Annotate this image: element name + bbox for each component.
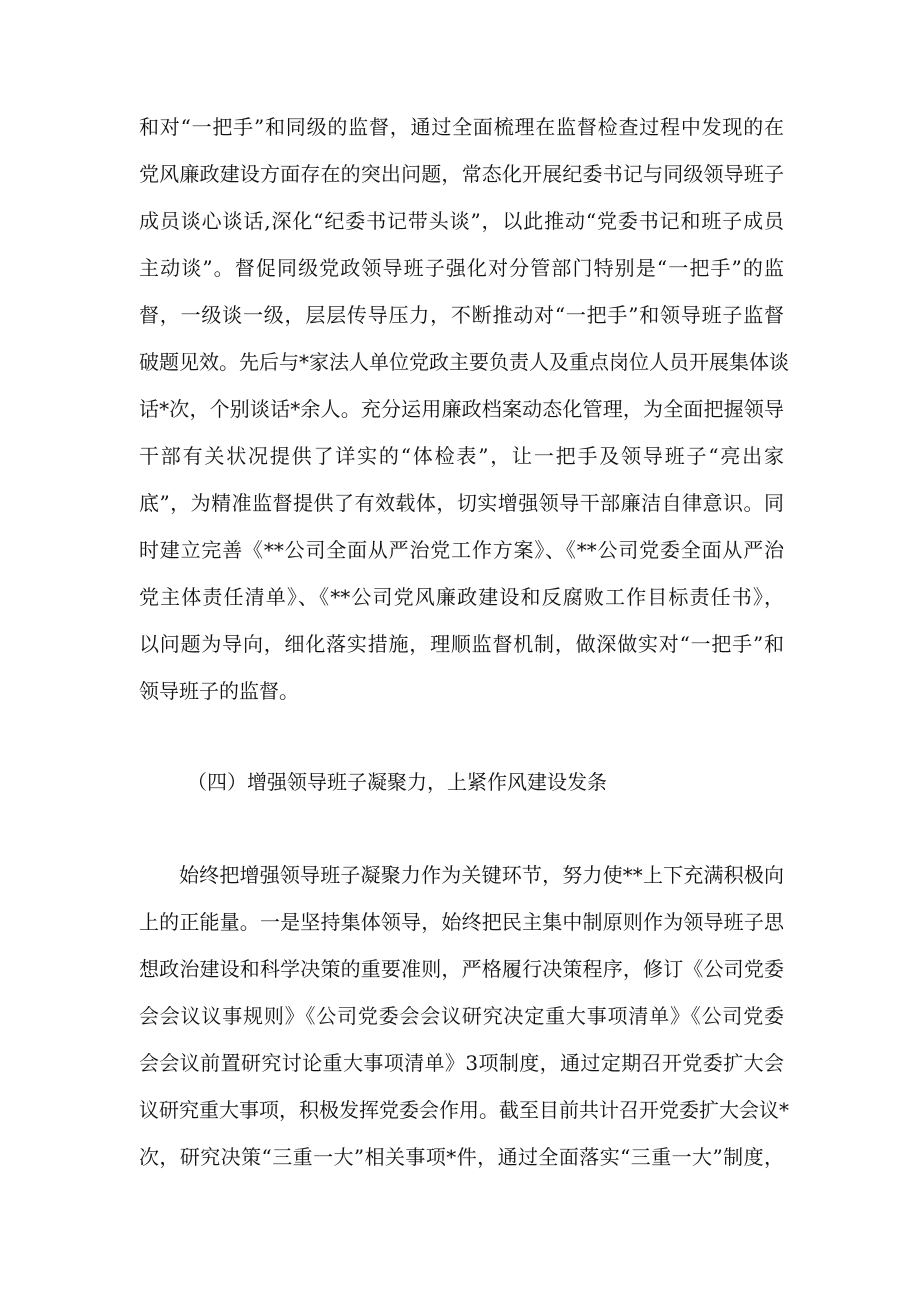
text-line: 成员谈心谈话,深化“纪委书记带头谈”，以此推动“党委书记和班子成员: [139, 209, 784, 233]
text-line: 以问题为导向，细化落实措施，理顺监督机制，做深做实对“一把手”和: [139, 632, 784, 656]
text-line: 会会议前置研究讨论重大事项清单》3项制度，通过定期召开党委扩大会: [139, 1051, 784, 1075]
text-line: 想政治建设和科学决策的重要准则，严格履行决策程序，修订《公司党委: [139, 957, 784, 981]
text-line: 领导班子的监督。: [139, 679, 299, 703]
text-line: 话*次，个别谈话*余人。充分运用廉政档案动态化管理，为全面把握领导: [139, 397, 784, 421]
text-line: 党主体责任清单》、《**公司党风廉政建设和反腐败工作目标责任书》，: [139, 585, 784, 609]
text-line: 督，一级谈一级，层层传导压力，不断推动对“一把手”和领导班子监督: [139, 303, 784, 327]
text-line: 破题见效。先后与*家法人单位党政主要负责人及重点岗位人员开展集体谈: [139, 350, 789, 374]
text-line: 和对“一把手”和同级的监督，通过全面梳理在监督检查过程中发现的在: [139, 115, 784, 139]
text-line: 次，研究决策“三重一大”相关事项*件，通过全面落实“三重一大”制度，: [139, 1145, 784, 1169]
text-line: 干部有关状况提供了详实的“体检表”，让一把手及领导班子“亮出家: [139, 444, 784, 468]
text-line: 上的正能量。一是坚持集体领导，始终把民主集中制原则作为领导班子思: [139, 910, 784, 934]
text-line: 党风廉政建设方面存在的突出问题，常态化开展纪委书记与同级领导班子: [139, 162, 784, 186]
text-line: 主动谈”。督促同级党政领导班子强化对分管部门特别是“一把手”的监: [139, 256, 784, 280]
body-paragraph-1: [139, 104, 789, 715]
text-line: 时建立完善《**公司全面从严治党工作方案》、《**公司党委全面从严治: [139, 538, 784, 562]
text-line: 底”，为精准监督提供了有效载体，切实增强领导干部廉洁自律意识。同: [139, 491, 784, 515]
text-line: 始终把增强领导班子凝聚力作为关键环节，努力使**上下充满积极向: [179, 863, 784, 887]
text-line: 议研究重大事项，积极发挥党委会作用。截至目前共计召开党委扩大会议*: [139, 1098, 789, 1122]
text-line: 会会议议事规则》《公司党委会会议研究决定重大事项清单》《公司党委: [139, 1004, 784, 1028]
body-paragraph-2: [139, 852, 789, 1181]
section-heading: （四）增强领导班子凝聚力，上紧作风建设发条: [187, 770, 607, 794]
